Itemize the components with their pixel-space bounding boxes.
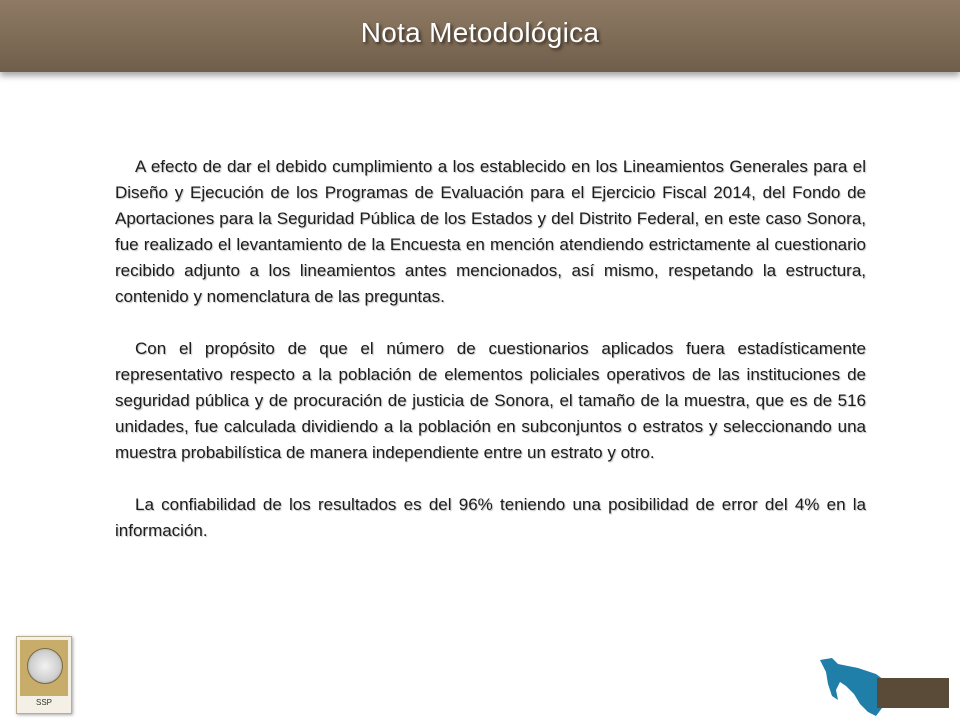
title-bar [0, 0, 960, 72]
paragraph-sample: Con el propósito de que el número de cuestionarios aplicados fuera estadísticamente representativo respecto a la población de elementos policiales operativos de las instituciones de seguridad pública y de procuración de justicia de Sonora, el tamaño de la muestra, que es de 516 unidades, fue calculada dividiendo a la población en subconjuntos o estratos y seleccionando una muestra probabilística de manera independiente entre un estrato y otro. [115, 339, 866, 462]
page-title: Nota Metodológica [360, 17, 600, 48]
ssp-seal-icon [27, 648, 63, 684]
logo-label: SSP [35, 698, 52, 707]
methodology-text [115, 154, 866, 570]
logo-badge [20, 640, 68, 696]
corner-block [877, 678, 949, 708]
paragraph-reliability: La confiabilidad de los resultados es del 96% teniendo una posibilidad de error del 4% en la información. [115, 495, 866, 540]
paragraph-compliance: A efecto de dar el debido cumplimiento a los establecido en los Lineamientos Generales para el Diseño y Ejecución de los Programas de Evaluación para el Ejercicio Fiscal 2014, del Fondo de Aportaciones para la Seguridad Pública de los Estados y del Distrito Federal, en este caso Sonora, fue realizado el levantamiento de la Encuesta en mención atendiendo estrictamente al cuestionario recibido adjunto a los lineamientos antes mencionados, así mismo, respetando la estructura, contenido y nomenclatura de las preguntas. [115, 157, 866, 306]
ssp-logo [16, 636, 72, 714]
